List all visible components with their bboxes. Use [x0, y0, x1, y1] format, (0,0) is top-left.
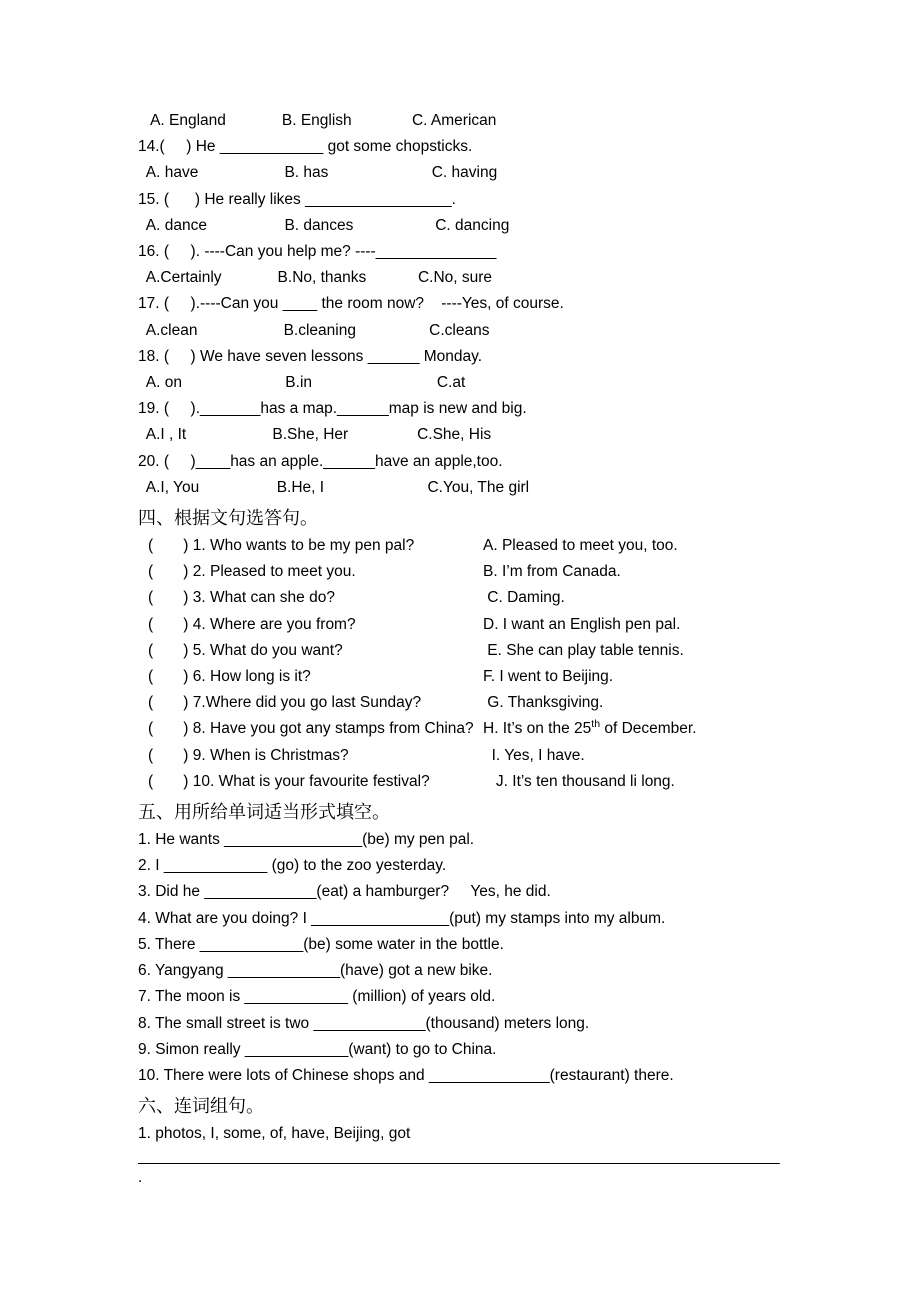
fill-item: 5. There ____________(be) some water in the bottle. [138, 935, 504, 953]
mcq-options: A. have B. has C. having [138, 164, 498, 182]
mcq-question: 19. ( )._______has a map.______map is new and big. [138, 400, 527, 418]
match-row [138, 638, 798, 664]
fill-item: 1. He wants ________________(be) my pen pal. [138, 831, 475, 849]
match-right-main: H. It’s on the 25 [483, 720, 592, 738]
match-right-text: C. Daming. [483, 589, 565, 607]
match-right-text [483, 716, 798, 742]
mcq-options: A.clean B.cleaning C.cleans [138, 321, 490, 339]
match-left-text: ( ) 1. Who wants to be my pen pal? [148, 537, 415, 555]
match-row [138, 533, 798, 559]
fill-item: 7. The moon is ____________ (million) of years old. [138, 988, 496, 1006]
match-left-text: ( ) 6. How long is it? [148, 668, 311, 686]
multiple-choice-section [138, 134, 798, 501]
worksheet-content [138, 108, 798, 1189]
match-right-text: D. I want an English pen pal. [483, 615, 681, 633]
match-right-text: J. It’s ten thousand li long. [483, 772, 675, 790]
fill-item: 2. I ____________ (go) to the zoo yesterday. [138, 857, 447, 875]
match-left-text: ( ) 7.Where did you go last Sunday? [148, 694, 422, 712]
match-row [138, 716, 798, 742]
section-5-fill-list [138, 827, 798, 1089]
match-left-text: ( ) 9. When is Christmas? [148, 746, 349, 764]
answer-blank-line: ______________________________________________________________________________ [138, 1148, 780, 1166]
match-row [138, 664, 798, 690]
top-options-line: A. England B. English C. American [138, 112, 497, 129]
mcq-question: 14.( ) He ____________ got some chopsticks. [138, 138, 473, 156]
section-4-matching-list [138, 533, 798, 795]
match-right-text: F. I went to Beijing. [483, 668, 614, 686]
match-right-text: B. I’m from Canada. [483, 563, 621, 581]
match-left-text: ( ) 3. What can she do? [148, 589, 335, 607]
fill-item: 6. Yangyang _____________(have) got a new bike. [138, 962, 493, 980]
mcq-question: 15. ( ) He really likes _________________. [138, 190, 456, 208]
word-order-item: 1. photos, I, some, of, have, Beijing, got [138, 1125, 411, 1143]
fill-item: 3. Did he _____________(eat) a hamburger? Yes, he did. [138, 883, 551, 901]
mcq-question: 17. ( ).----Can you ____ the room now? ----Yes, of course. [138, 295, 564, 313]
match-right-text: E. She can play table tennis. [483, 641, 684, 659]
match-right-text: G. Thanksgiving. [483, 694, 604, 712]
fill-item: 10. There were lots of Chinese shops and ______________(restaurant) there. [138, 1066, 674, 1084]
trailing-period: . [138, 1169, 143, 1187]
match-row [138, 769, 798, 795]
mcq-question: 16. ( ). ----Can you help me? ----______________ [138, 243, 497, 261]
match-row [138, 559, 798, 585]
match-left-text: ( ) 10. What is your favourite festival? [148, 772, 430, 790]
match-row [138, 585, 798, 611]
fill-item: 8. The small street is two _____________(thousand) meters long. [138, 1014, 590, 1032]
match-left-text: ( ) 4. Where are you from? [148, 615, 356, 633]
ordinal-suffix: th [591, 718, 601, 731]
section-4-title: 四、根据文句选答句。 [138, 508, 318, 529]
match-right-text: A. Pleased to meet you, too. [483, 537, 678, 555]
match-left-text: ( ) 8. Have you got any stamps from China? [148, 720, 474, 738]
fill-item: 4. What are you doing? I ________________(put) my stamps into my album. [138, 909, 666, 927]
match-left-text: ( ) 5. What do you want? [148, 641, 343, 659]
match-row [138, 743, 798, 769]
match-right-text: I. Yes, I have. [483, 746, 585, 764]
section-6-word-order-list [138, 1121, 798, 1189]
match-row [138, 612, 798, 638]
mcq-question: 18. ( ) We have seven lessons ______ Monday. [138, 347, 483, 365]
mcq-options: A. dance B. dances C. dancing [138, 216, 510, 234]
mcq-options: A.I, You B.He, I C.You, The girl [138, 478, 530, 496]
match-left-text: ( ) 2. Pleased to meet you. [148, 563, 356, 581]
mcq-question: 20. ( )____has an apple.______have an apple,too. [138, 452, 503, 470]
fill-item: 9. Simon really ____________(want) to go to China. [138, 1040, 497, 1058]
mcq-options: A.Certainly B.No, thanks C.No, sure [138, 269, 493, 287]
match-row [138, 690, 798, 716]
section-5-title: 五、用所给单词适当形式填空。 [138, 802, 390, 823]
mcq-options: A.I , It B.She, Her C.She, His [138, 426, 492, 444]
mcq-options: A. on B.in C.at [138, 374, 466, 392]
match-right-tail: of December. [600, 720, 697, 738]
section-6-title: 六、连词组句。 [138, 1096, 264, 1117]
